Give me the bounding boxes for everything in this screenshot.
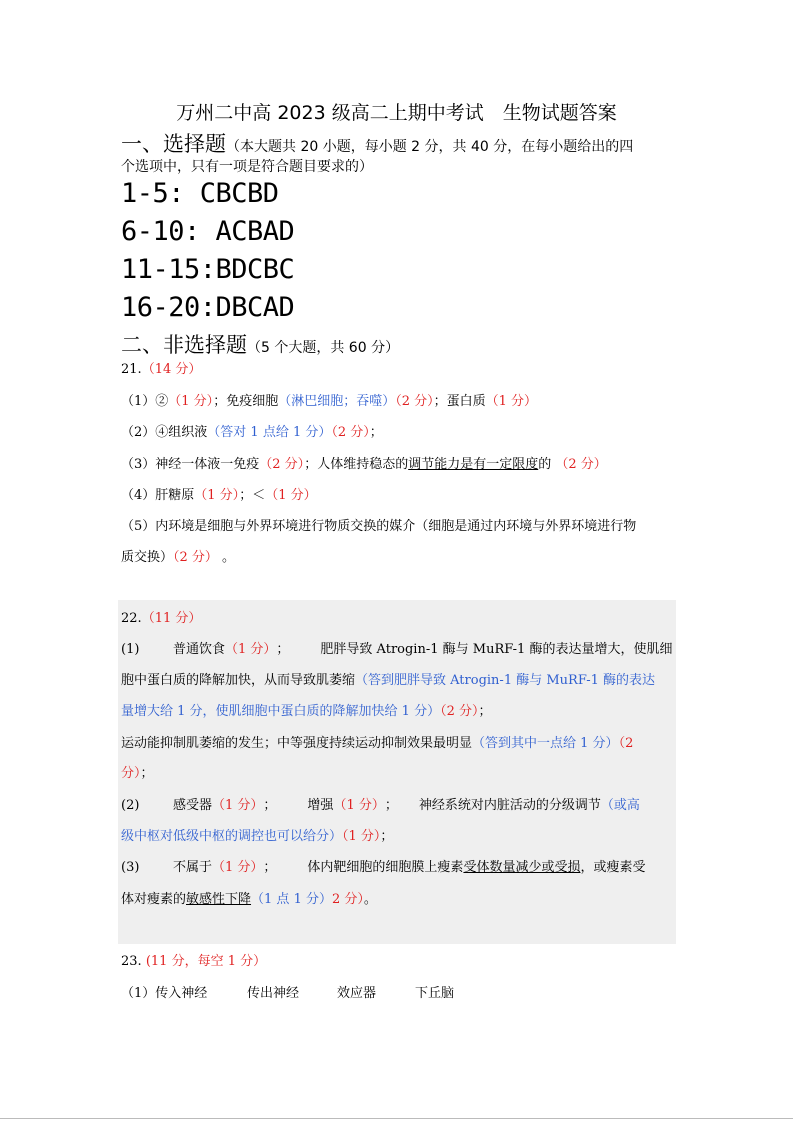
score: （1 分） bbox=[212, 798, 264, 813]
underlined-text: 敏感性下降 bbox=[186, 892, 252, 907]
text: （5）内环境是细胞与外界环境进行物质交换的媒介（细胞是通过内环境与外界环境进行物 bbox=[121, 519, 637, 534]
q22-line-4 bbox=[121, 732, 633, 751]
section1-note: （本大题共 20 小题，每小题 2 分，共 40 分，在每小题给出的四 bbox=[226, 139, 634, 155]
page-bottom-divider bbox=[0, 1118, 793, 1119]
answer-row-16-20: 16-20:DBCAD bbox=[121, 292, 295, 323]
text: （2）④组织液 bbox=[121, 425, 208, 440]
score: 分） bbox=[121, 766, 141, 781]
text: ；免疫细胞 bbox=[213, 394, 279, 409]
score: （2 分） bbox=[259, 457, 305, 472]
item-number: (1) bbox=[121, 642, 140, 657]
section2-note: （5 个大题，共 60 分） bbox=[247, 340, 400, 356]
text: 质交换） bbox=[121, 550, 174, 565]
text: ； bbox=[263, 798, 277, 813]
hint: （1 点 1 分） bbox=[251, 892, 332, 907]
q22-line-9 bbox=[121, 888, 377, 907]
text: 运动能抑制肌萎缩的发生；中等强度持续运动抑制效果最明显 bbox=[121, 736, 473, 751]
q23-header bbox=[121, 950, 266, 969]
q21-line-4 bbox=[121, 484, 317, 503]
text: ；蛋白质 bbox=[433, 394, 486, 409]
q21-line-6 bbox=[121, 546, 235, 565]
text: 神经系统对内脏活动的分级调节 bbox=[418, 798, 601, 813]
score: （2 分） bbox=[331, 425, 370, 440]
q21-line-5 bbox=[121, 515, 636, 534]
score: （1 分） bbox=[225, 642, 277, 657]
text: 体内靶细胞的细胞膜上瘦素 bbox=[307, 860, 464, 875]
text: 肥胖导致 Atrogin-1 酶与 MuRF-1 酶的表达量增大，使肌细 bbox=[320, 642, 673, 657]
underlined-text: 调节能力是有一定限度 bbox=[408, 457, 539, 472]
q22-line-1 bbox=[121, 638, 672, 657]
q22-label: 22. bbox=[121, 611, 142, 626]
text: ；人体维持稳态的 bbox=[304, 457, 409, 472]
q22-score: （11 分） bbox=[141, 611, 202, 626]
q22-line-3 bbox=[121, 700, 492, 719]
q21-label: 21. bbox=[121, 362, 142, 377]
text: 普通饮食 bbox=[173, 642, 226, 657]
score: 2 分） bbox=[331, 892, 364, 907]
hint: （答对 1 点给 1 分） bbox=[207, 425, 332, 440]
q21-line-2 bbox=[121, 421, 383, 440]
q22-line-2 bbox=[121, 669, 655, 688]
text: ，或瘦素受 bbox=[580, 860, 646, 875]
text: 下丘脑 bbox=[415, 986, 455, 1001]
q23-label: 23. bbox=[121, 954, 142, 969]
hint: （答到肥胖导致 Atrogin-1 酶与 MuRF-1 酶的表达 bbox=[355, 673, 656, 688]
item-number: (2) bbox=[121, 798, 140, 813]
text: ； bbox=[276, 642, 290, 657]
score: （2 分） bbox=[440, 704, 479, 719]
score: （2 分） bbox=[555, 457, 607, 472]
text: 不属于 bbox=[173, 860, 213, 875]
text: ； bbox=[140, 766, 154, 781]
text: ； bbox=[384, 798, 398, 813]
page-title: 万州二中高 2023 级高二上期中考试 生物试题答案 bbox=[176, 102, 617, 124]
q22-line-5 bbox=[121, 762, 154, 781]
hint: （或高 bbox=[600, 798, 640, 813]
text: 的 bbox=[538, 457, 556, 472]
text: 体对瘦素的 bbox=[121, 892, 187, 907]
text: 效应器 bbox=[337, 986, 377, 1001]
section2-heading bbox=[121, 329, 399, 359]
q23-line-1 bbox=[121, 982, 454, 1001]
section2-title: 二、非选择题 bbox=[121, 333, 247, 357]
score: （2 分） bbox=[395, 394, 434, 409]
text: （1）② bbox=[121, 394, 169, 409]
score: （1 分） bbox=[194, 488, 240, 503]
text: （1）传入神经 bbox=[121, 986, 208, 1001]
hint: （淋巴细胞；吞噬） bbox=[278, 394, 396, 409]
score: （1 分） bbox=[485, 394, 538, 409]
q21-line-1 bbox=[121, 390, 537, 409]
q23-score: (11 分，每空 1 分） bbox=[141, 954, 267, 969]
text: （4）肝糖原 bbox=[121, 488, 195, 503]
score: （1 分） bbox=[212, 860, 264, 875]
hint: 量增大给 1 分，使肌细胞中蛋白质的降解加快给 1 分） bbox=[121, 704, 441, 719]
score: （1 分） bbox=[265, 488, 317, 503]
hint: （答到其中一点给 1 分） bbox=[472, 736, 619, 751]
q21-score: （14 分） bbox=[141, 362, 202, 377]
text: 传出神经 bbox=[247, 986, 300, 1001]
section1-title: 一、选择题 bbox=[121, 132, 226, 156]
score: （1 分） bbox=[342, 829, 381, 844]
text: ； bbox=[369, 425, 383, 440]
answer-row-11-15: 11-15:BDCBC bbox=[121, 254, 295, 285]
text: ； bbox=[263, 860, 277, 875]
score: （1 分） bbox=[168, 394, 214, 409]
q22-line-8 bbox=[121, 856, 645, 875]
score: （1 分） bbox=[333, 798, 385, 813]
text: ； bbox=[380, 829, 394, 844]
section1-heading bbox=[121, 128, 633, 158]
q22-line-7 bbox=[121, 825, 393, 844]
text: （3）神经一体液一免疫 bbox=[121, 457, 260, 472]
underlined-text: 受体数量减少或受损 bbox=[463, 860, 581, 875]
q22-line-6 bbox=[121, 794, 640, 813]
text: ；＜ bbox=[239, 488, 266, 503]
text: 。 bbox=[217, 550, 236, 565]
q21-header bbox=[121, 358, 201, 377]
section1-note-line2: 个选项中，只有一项是符合题目要求的） bbox=[121, 159, 373, 175]
q22-header bbox=[121, 607, 201, 626]
text: ； bbox=[478, 704, 492, 719]
hint: 级中枢对低级中枢的调控也可以给分） bbox=[121, 829, 343, 844]
answer-row-6-10: 6-10: ACBAD bbox=[121, 216, 295, 247]
text: 增强 bbox=[307, 798, 334, 813]
text: 。 bbox=[363, 892, 377, 907]
item-number: (3) bbox=[121, 860, 140, 875]
q21-line-3 bbox=[121, 453, 607, 472]
text: 感受器 bbox=[173, 798, 213, 813]
answer-row-1-5: 1-5: CBCBD bbox=[121, 178, 279, 209]
text: 胞中蛋白质的降解加快，从而导致肌萎缩 bbox=[121, 673, 356, 688]
score: （2 分） bbox=[173, 550, 218, 565]
score: （2 bbox=[618, 736, 634, 751]
